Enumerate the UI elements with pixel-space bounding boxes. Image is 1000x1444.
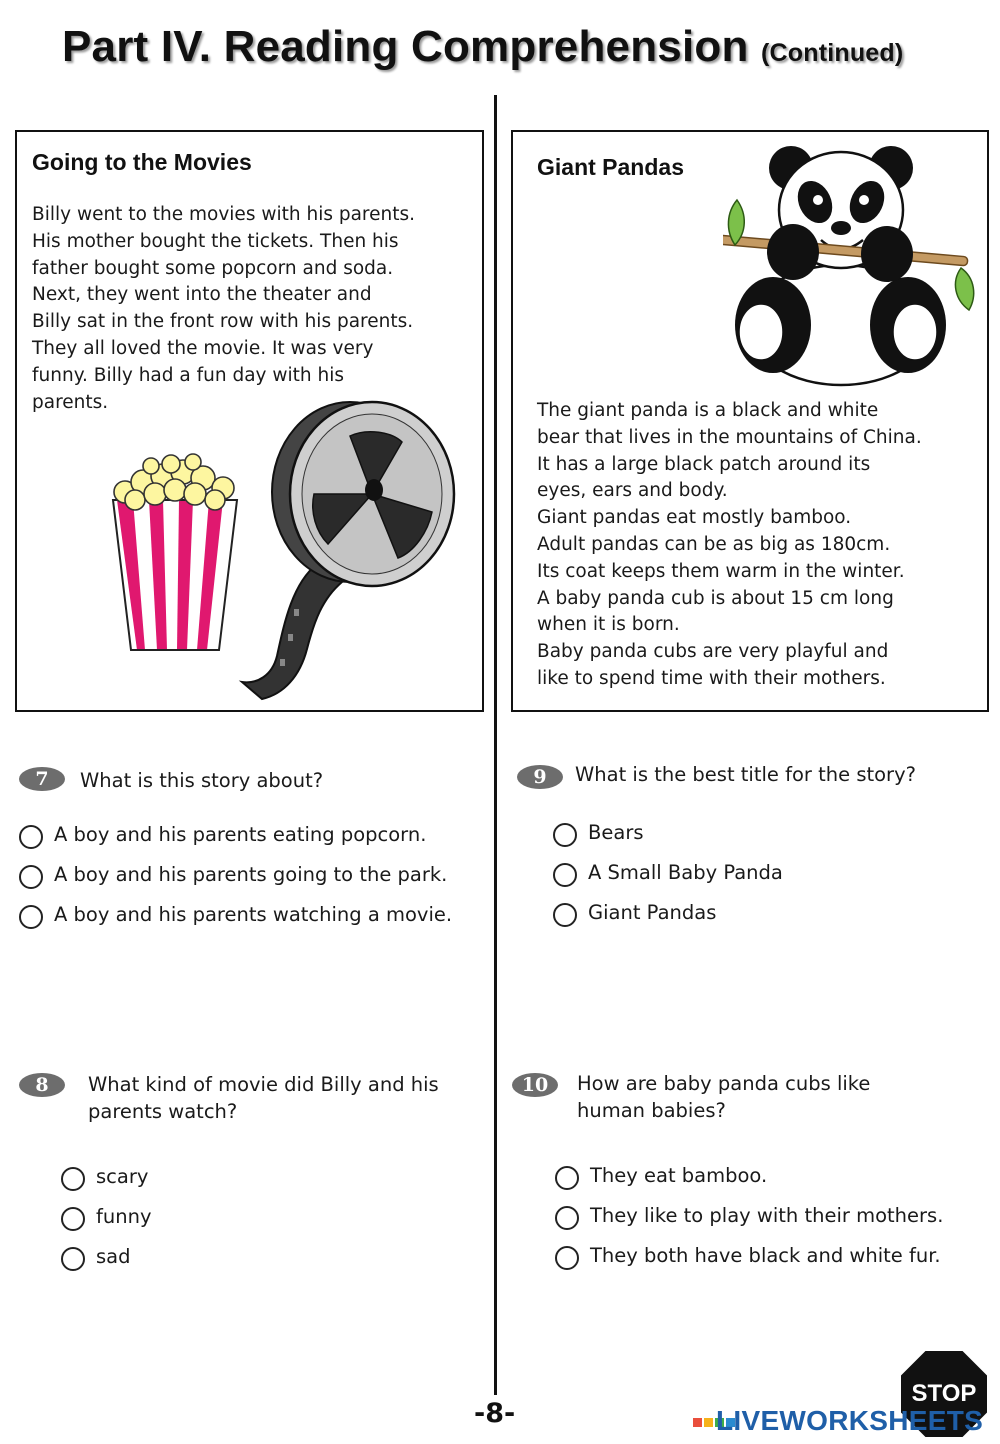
radio-button[interactable] — [19, 865, 43, 889]
liveworksheets-logo — [692, 1405, 983, 1437]
passage-line: Next, they went into the theater and — [32, 284, 372, 306]
story-title-movies: Going to the Movies — [32, 149, 252, 175]
option-label: They eat bamboo. — [590, 1164, 768, 1187]
logo-text: LIVEWORKSHEETS — [716, 1405, 984, 1436]
passage-line: like to spend time with their mothers. — [537, 667, 886, 689]
question-10-text — [577, 1070, 870, 1124]
option-label: A boy and his parents going to the park. — [54, 863, 448, 886]
radio-button[interactable] — [61, 1207, 85, 1231]
option-label: A boy and his parents watching a movie. — [54, 903, 453, 926]
story-box-pandas — [511, 130, 989, 712]
story-box-movies — [15, 130, 484, 712]
question-line: parents watch? — [88, 1100, 238, 1123]
passage-line: Giant pandas eat mostly bamboo. — [537, 507, 852, 529]
passage-line: Baby panda cubs are very playful and — [537, 641, 889, 663]
question-8-text — [88, 1071, 439, 1125]
story-passage-pandas — [537, 398, 922, 693]
option-label: Giant Pandas — [588, 901, 717, 924]
passage-line: Billy went to the movies with his parents. — [32, 204, 416, 225]
title-subtitle: (Continued) — [760, 39, 904, 67]
question-line: How are baby panda cubs like — [577, 1072, 871, 1095]
option-label: funny — [96, 1205, 152, 1228]
option-label: They both have black and white fur. — [590, 1244, 941, 1267]
title-main: Part IV. Reading Comprehension — [62, 22, 749, 71]
question-line: What kind of movie did Billy and his — [88, 1073, 439, 1096]
option-label: They like to play with their mothers. — [590, 1204, 944, 1227]
option-label: scary — [96, 1165, 149, 1188]
story-passage-movies — [32, 202, 415, 416]
radio-button[interactable] — [555, 1206, 579, 1230]
radio-button[interactable] — [555, 1166, 579, 1190]
question-10-badge: 10 — [512, 1073, 558, 1097]
radio-button[interactable] — [19, 905, 43, 929]
radio-button[interactable] — [553, 863, 577, 887]
option-label: Bears — [588, 821, 644, 844]
passage-line: funny. Billy had a fun day with his — [32, 364, 344, 386]
question-9-text: What is the best title for the story? — [575, 763, 916, 786]
passage-line: It has a large black patch around its — [537, 453, 871, 475]
question-7-text: What is this story about? — [80, 769, 324, 792]
question-7-badge: 7 — [19, 767, 65, 791]
option-label: sad — [96, 1245, 131, 1268]
stop-sign-label: STOP — [911, 1380, 977, 1407]
passage-line: parents. — [32, 391, 109, 413]
passage-line: when it is born. — [537, 614, 680, 636]
question-9-badge: 9 — [517, 765, 563, 789]
passage-line: They all loved the movie. It was very — [32, 337, 374, 359]
story-title-pandas: Giant Pandas — [537, 154, 684, 180]
page-number: -8- — [474, 1398, 516, 1429]
option-label: A boy and his parents eating popcorn. — [54, 823, 427, 846]
passage-line: The giant panda is a black and white — [537, 400, 879, 421]
radio-button[interactable] — [19, 825, 43, 849]
passage-line: Its coat keeps them warm in the winter. — [537, 560, 905, 582]
question-line: human babies? — [577, 1099, 726, 1122]
passage-line: father bought some popcorn and soda. — [32, 257, 394, 279]
column-divider — [494, 95, 497, 1395]
page-title — [62, 22, 903, 72]
radio-button[interactable] — [553, 823, 577, 847]
film-reel-icon — [222, 394, 457, 704]
question-8-badge: 8 — [19, 1073, 65, 1097]
passage-line: His mother bought the tickets. Then his — [32, 230, 399, 252]
passage-line: bear that lives in the mountains of China. — [537, 426, 922, 448]
passage-line: A baby panda cub is about 15 cm long — [537, 587, 894, 609]
passage-line: eyes, ears and body. — [537, 480, 728, 502]
logo-squares-icon — [692, 1417, 716, 1428]
panda-icon — [723, 140, 978, 388]
passage-line: Billy sat in the front row with his parents. — [32, 311, 414, 333]
radio-button[interactable] — [553, 903, 577, 927]
radio-button[interactable] — [61, 1167, 85, 1191]
radio-button[interactable] — [555, 1246, 579, 1270]
option-label: A Small Baby Panda — [588, 861, 783, 884]
radio-button[interactable] — [61, 1247, 85, 1271]
passage-line: Adult pandas can be as big as 180cm. — [537, 533, 891, 555]
